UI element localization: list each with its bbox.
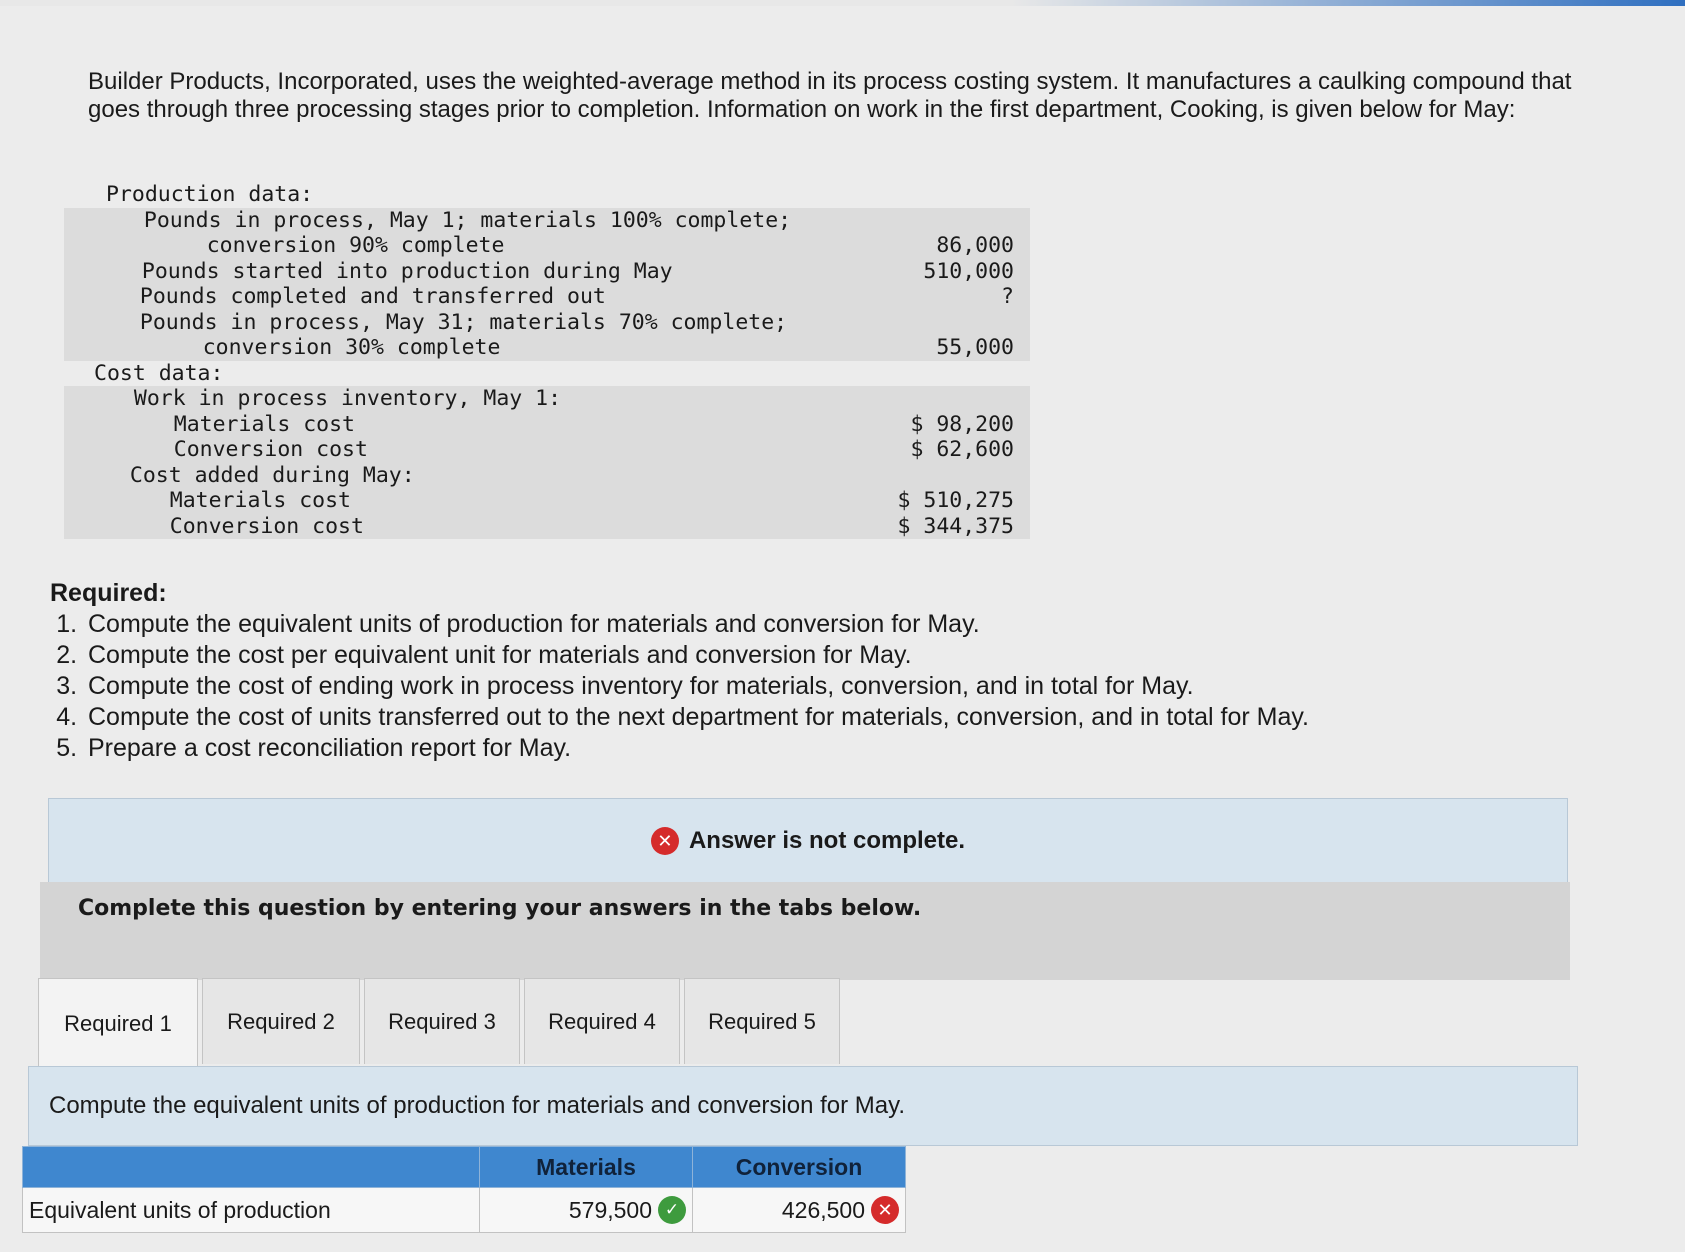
production-row-value: 510,000 bbox=[923, 258, 1014, 284]
production-row bbox=[64, 284, 1030, 310]
production-row-value: $ 98,200 bbox=[910, 411, 1014, 437]
production-row bbox=[64, 208, 1030, 234]
equivalent-units-table bbox=[22, 1146, 906, 1233]
answer-status-banner bbox=[48, 798, 1568, 884]
top-accent-bar bbox=[0, 0, 1685, 6]
production-row-value: $ 62,600 bbox=[910, 437, 1014, 462]
production-row bbox=[64, 233, 1030, 259]
production-row bbox=[64, 412, 1030, 438]
production-row-label: Cost data: bbox=[94, 360, 224, 386]
production-row bbox=[64, 310, 1030, 336]
header-materials: Materials bbox=[480, 1147, 693, 1188]
production-row-label: Conversion cost bbox=[122, 437, 368, 462]
production-row-label: Materials cost bbox=[122, 411, 355, 437]
tab-label: Required 4 bbox=[548, 1008, 656, 1034]
production-row-value: $ 344,375 bbox=[897, 513, 1014, 539]
production-row-value: $ 510,275 bbox=[897, 488, 1014, 513]
tab-required-5[interactable] bbox=[684, 978, 840, 1064]
tab-label: Required 1 bbox=[64, 1010, 172, 1036]
x-circle-icon: ✕ bbox=[871, 1196, 899, 1224]
problem-intro: Builder Products, Incorporated, uses the weighted-average method in its process costing system. It manufactures a caulking compound that goes through three processing stages prior to completion. Information on work in the first department, Cooking, is given below for May: bbox=[88, 68, 1572, 123]
required-heading: Required: bbox=[50, 579, 167, 607]
production-row-label: Pounds completed and transferred out bbox=[114, 284, 606, 309]
answer-status-text: Answer is not complete. bbox=[688, 827, 966, 854]
production-row bbox=[64, 259, 1030, 285]
tab-required-4[interactable] bbox=[524, 978, 680, 1064]
tab-instruction-banner bbox=[28, 1066, 1578, 1146]
production-row-label: Conversion cost bbox=[118, 513, 364, 539]
production-row-label: Production data: bbox=[106, 182, 314, 207]
production-row-value: 86,000 bbox=[936, 233, 1014, 258]
row-label: Equivalent units of production bbox=[23, 1188, 480, 1233]
required-item: 4. Compute the cost of units transferred out to the next department for materials, conversion, and in total for May. bbox=[84, 702, 1610, 733]
production-row-label: Pounds in process, May 31; materials 70% complete; bbox=[114, 309, 788, 335]
production-row bbox=[64, 335, 1030, 361]
header-conversion: Conversion bbox=[693, 1147, 906, 1188]
check-circle-icon: ✓ bbox=[658, 1196, 686, 1224]
x-circle-icon: ✕ bbox=[651, 827, 679, 855]
production-row-label: Pounds started into production during May bbox=[116, 258, 673, 284]
header-blank bbox=[23, 1147, 480, 1188]
tab-instruction-text: Compute the equivalent units of production for materials and conversion for May. bbox=[49, 1092, 906, 1119]
production-cost-data-table bbox=[64, 182, 1030, 539]
tab-required-1[interactable] bbox=[38, 978, 198, 1068]
production-row-label: Work in process inventory, May 1: bbox=[108, 386, 562, 411]
required-item: 2. Compute the cost per equivalent unit for materials and conversion for May. bbox=[84, 640, 1610, 671]
required-tabs bbox=[38, 978, 844, 1066]
production-row bbox=[64, 437, 1030, 463]
production-row-label: Cost added during May: bbox=[104, 462, 415, 488]
conversion-answer-input[interactable]: 426,500 bbox=[781, 1196, 865, 1223]
table-header-row bbox=[23, 1147, 906, 1188]
conversion-answer-cell[interactable] bbox=[693, 1188, 906, 1233]
production-row bbox=[64, 386, 1030, 412]
production-row-label: conversion 90% complete bbox=[142, 233, 505, 258]
tab-required-2[interactable] bbox=[202, 978, 360, 1064]
complete-question-banner bbox=[40, 882, 1570, 980]
tab-required-3[interactable] bbox=[364, 978, 520, 1064]
required-list bbox=[50, 609, 1610, 764]
tab-label: Required 2 bbox=[227, 1008, 335, 1034]
production-row-label: Materials cost bbox=[118, 488, 351, 513]
required-item: 3. Compute the cost of ending work in process inventory for materials, conversion, and in total for May. bbox=[84, 671, 1610, 702]
production-row bbox=[64, 182, 1030, 208]
production-row-label: conversion 30% complete bbox=[138, 335, 501, 360]
required-item: 5. Prepare a cost reconciliation report for May. bbox=[84, 733, 1610, 764]
materials-answer-cell[interactable] bbox=[480, 1188, 693, 1233]
complete-question-text: Complete this question by entering your answers in the tabs below. bbox=[78, 896, 922, 921]
production-row bbox=[64, 514, 1030, 540]
production-row-value: ? bbox=[1001, 284, 1014, 309]
tab-label: Required 5 bbox=[708, 1008, 816, 1034]
production-row bbox=[64, 463, 1030, 489]
production-row-value: 55,000 bbox=[936, 335, 1014, 360]
tab-label: Required 3 bbox=[388, 1008, 496, 1034]
required-section bbox=[50, 578, 1610, 764]
required-item: 1. Compute the equivalent units of production for materials and conversion for May. bbox=[84, 609, 1610, 640]
table-row bbox=[23, 1188, 906, 1233]
production-row-label: Pounds in process, May 1; materials 100% complete; bbox=[118, 207, 792, 233]
materials-answer-input[interactable]: 579,500 bbox=[568, 1196, 652, 1223]
production-row bbox=[64, 488, 1030, 514]
production-row bbox=[64, 361, 1030, 387]
